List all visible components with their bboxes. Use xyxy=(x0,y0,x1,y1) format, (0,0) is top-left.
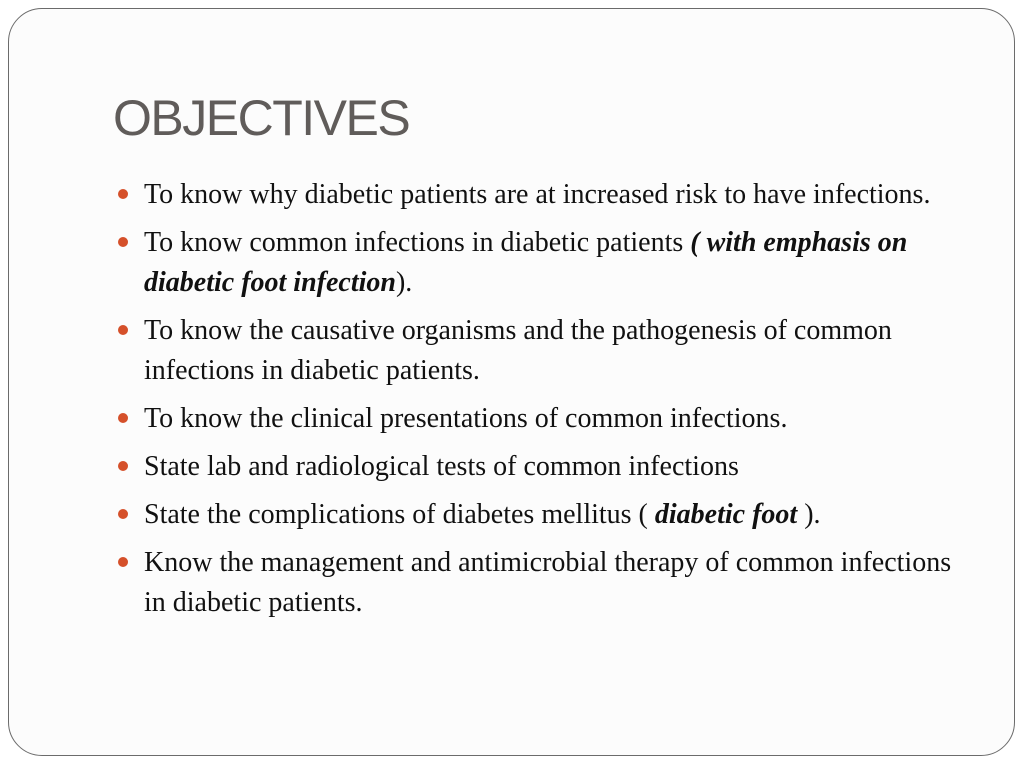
objective-text: To know the clinical presentations of common infections. xyxy=(144,403,788,434)
slide-title: OBJECTIVES xyxy=(113,90,410,146)
bullet-icon xyxy=(118,325,128,335)
objective-item xyxy=(113,543,973,623)
bullet-icon xyxy=(118,509,128,519)
objective-item xyxy=(113,223,973,303)
objective-text-emphasis: diabetic foot xyxy=(654,499,798,530)
bullet-icon xyxy=(118,413,128,423)
objective-text: ). xyxy=(797,499,821,530)
objective-text: State lab and radiological tests of common infections xyxy=(144,451,739,482)
objective-text: Know the management and antimicrobial therapy of common infections in diabetic patients. xyxy=(144,547,952,618)
bullet-icon xyxy=(118,557,128,567)
objective-item xyxy=(113,447,973,487)
bullet-icon xyxy=(118,189,128,199)
slide xyxy=(8,8,1015,756)
objective-item xyxy=(113,175,973,215)
objective-text: ). xyxy=(395,267,413,298)
objective-text-emphasis: ( with emphasis on diabetic foot infection xyxy=(144,227,908,298)
objective-text: To know the causative organisms and the pathogenesis of common infections in diabetic patients. xyxy=(144,315,892,386)
objective-text: To know why diabetic patients are at increased risk to have infections. xyxy=(144,179,931,210)
objective-item xyxy=(113,399,973,439)
objective-item xyxy=(113,495,973,535)
objective-text: State the complications of diabetes mellitus ( xyxy=(144,499,655,530)
objectives-list xyxy=(113,175,973,631)
bullet-icon xyxy=(118,461,128,471)
objective-item xyxy=(113,311,973,391)
bullet-icon xyxy=(118,237,128,247)
objective-text: To know common infections in diabetic patients xyxy=(144,227,691,258)
